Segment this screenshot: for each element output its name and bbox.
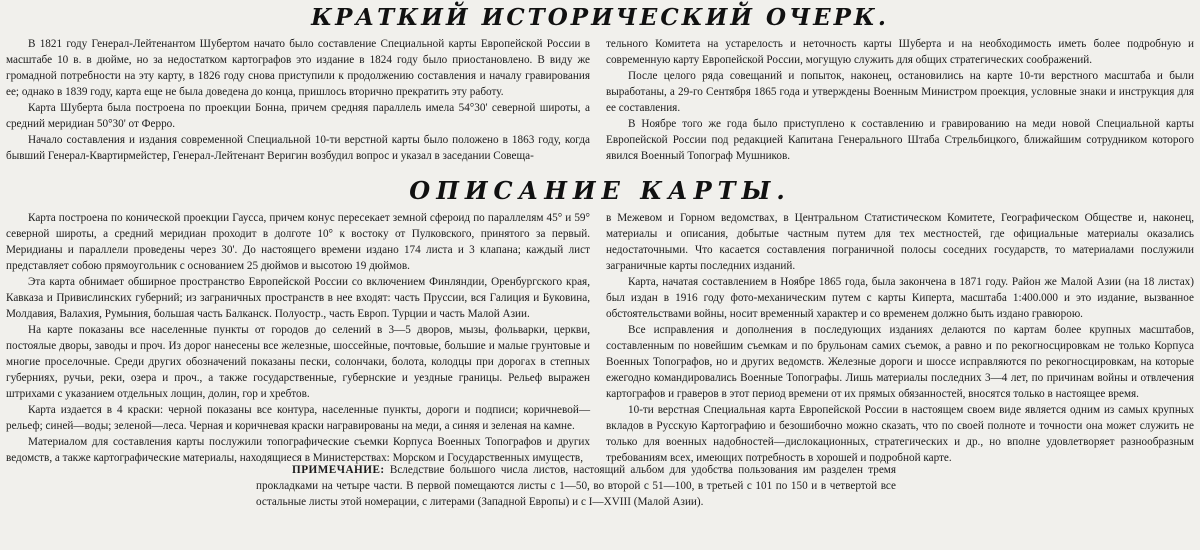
footnote — [256, 462, 896, 510]
paragraph: Карта, начатая составлением в Ноябре 1865 года, была закончена в 1871 году. Район же Малой Азии (на 18 листах) был издан в 1916 году фото-механическим путем с карты Киперта, масштаба 1:400.000 и это издание, вызванное обстоятельствами войны, носит временный характер и со временем должно быть издано гравюрою. — [606, 276, 1194, 320]
footnote-label: ПРИМЕЧАНИЕ: — [292, 464, 385, 476]
paragraph: В Ноябре того же года было приступлено к составлению и гравированию на меди новой Специальной карты Европейской России под редакцией Капитана Генерального Штаба Стрельбицкого, ближайшим сотрудником которого явился Военный Топограф Мушников. — [606, 118, 1194, 162]
paragraph: тельного Комитета на устарелость и неточность карты Шуберта и на необходимость иметь более подробную и современную карту Европейской России, могущую служить для общих стратегических соображений. — [606, 38, 1194, 66]
map-description-right-column — [606, 210, 1194, 466]
paragraph: На карте показаны все населенные пункты от городов до селений в 3—5 дворов, мызы, фольварки, церкви, постоялые дворы, заводы и проч. Из дорог нанесены все железные, шоссейные, почтовые, большие и малые грунтовые и многие проселочные. Среди других обозначений показаны пески, солончаки, болота, колодцы при дорогах в степных губерниях, ручьи, реки, озера и проч., а также государственные, губернские и уездные границы. Рельеф выражен штрихами с указанием отдельных лощин, долин, гор и хребтов. — [6, 324, 590, 400]
paragraph: Эта карта обнимает обширное пространство Европейской России со включением Финляндии, Оренбургского края, Кавказа и Привислинских губерний; из заграничных пространств в нее входят: часть Пруссии, вся Галиция и Буковина, Молдавия, Валахия, Румыния, большая часть Балканск. Полуостр., часть Европ. Турции и часть Малой Азии. — [6, 276, 590, 320]
paragraph: Все исправления и дополнения в последующих изданиях делаются по картам более крупных масштабов, составленным по новейшим съемкам и по брульонам самих съемок, а равно и по рекогносцировкам не только Корпуса Военных Топографов, но и других ведомств. Железные дороги и шоссе исправляются по рекогносцировкам, на которые ежегодно командировались Военные Топографы. Лишь материалы последних 3—4 лет, по причинам войны и отвлечения картографов и граверов в этот период времени от их прямых обязанностей, вносятся только в настоящее время. — [606, 324, 1194, 400]
historical-sketch-left-column — [6, 36, 590, 164]
paragraph: в Межевом и Горном ведомствах, в Центральном Статистическом Комитете, Географическом Обществе и, наконец, материалы и описания, добытые частным путем для тех местностей, где официальные материалы оказались недостаточными. Что касается составления пограничной полосы соседних государств, то материалами послужили заграничные карты последних изданий. — [606, 212, 1194, 272]
map-description-left-column — [6, 210, 590, 466]
paragraph: Карта построена по конической проекции Гаусса, причем конус пересекает земной сфероид по параллелям 45° и 59° северной широты, а средний меридиан проходит в долготе 10° к востоку от Пулковского, принятого за первый. Меридианы и параллели проведены через 30'. До настоящего времени издано 174 листа и 3 клапана; каждый лист представляет собою прямоугольник с основанием 25 дюймов и высотою 19 дюймов. — [6, 212, 590, 272]
historical-sketch-right-column — [606, 36, 1194, 164]
footnote-text: Вследствие большого числа листов, настоящий альбом для удобства пользования им разделен тремя прокладками на четыре части. В первой помещаются листы с 1—50, во второй с 51—100, в третьей с 101 по 150 и в четвертой все остальные листы этой номерации, с литерами (Западной Европы) и с I—XVIII (Малой Азии). — [256, 464, 897, 508]
paragraph: 10-ти верстная Специальная карта Европейской России в настоящем своем виде является одним из самых крупных вкладов в Русскую Картографию и безошибочно можно сказать, что по своей полноте и точности она может служить не только для военных надобностей—дислокационных, стратегических и др., но вполне удовлетворяет разнообразным требованиям всех, имеющих потребность в хорошей и подробной карте. — [606, 404, 1194, 464]
paragraph: В 1821 году Генерал-Лейтенантом Шубертом начато было составление Специальной карты Европейской России в масштабе 10 в. в дюйме, но за недостатком картографов это издание в 1824 году было приостановлено. В виду же громадной потребности на эту карту, в 1826 году снова приступили к продолжению составления и началу гравирования ее; однако в 1839 году, карта еще не была доведена до конца, пришлось вторично прекратить эту работу. — [6, 38, 590, 98]
paragraph: Карта издается в 4 краски: черной показаны все контура, населенные пункты, дороги и подписи; коричневой— рельеф; синей—воды; зеленой—леса. Черная и коричневая краски награвированы на меди, а синяя и зеленая на камне. — [6, 404, 590, 432]
paragraph: Начало составления и издания современной Специальной 10-ти верстной карты было положено в 1863 году, когда бывший Генерал-Квартирмейстер, Генерал-Лейтенант Веригин возбудил вопрос и указал в заседании Совеща- — [6, 134, 590, 162]
paragraph: Материалом для составления карты послужили топографические съемки Корпуса Военных Топографов и других ведомств, а также картографические материалы, находящиеся в Министерствах: Морском и Государственных имуществ, — [6, 436, 590, 464]
paragraph: Карта Шуберта была построена по проекции Бонна, причем средняя параллель имела 54°30' северной широты, а средний меридиан 50°30' от Ферро. — [6, 102, 590, 130]
paragraph: После целого ряда совещаний и попыток, наконец, остановились на карте 10-ти верстного масштаба и были выработаны, а 29-го Сентября 1865 года и утверждены Военным Министром проекция, условные знаки и инструкция для ее составления. — [606, 70, 1194, 114]
map-description-title: ОПИСАНИЕ КАРТЫ. — [409, 176, 791, 205]
historical-sketch-title: КРАТКИЙ ИСТОРИЧЕСКИЙ ОЧЕРК. — [311, 4, 889, 31]
